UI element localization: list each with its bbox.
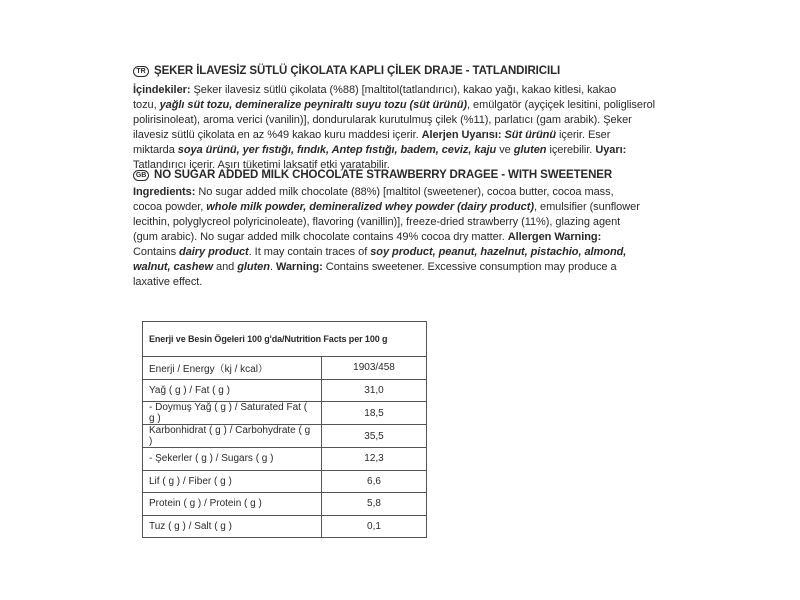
- nutrient-value: 12,3: [322, 448, 427, 471]
- gb-line: [133, 245, 668, 260]
- tr-line: [133, 143, 668, 158]
- turkish-heading: [133, 64, 668, 79]
- nutrient-label: Protein ( g ) / Protein ( g ): [143, 493, 322, 516]
- text-run: No sugar added milk chocolate (88%) [maltitol (sweetener), cocoa butter, cocoa mass,: [195, 186, 614, 198]
- nutrient-value: 35,5: [322, 425, 427, 448]
- nutrient-label: Enerji / Energy（kj / kcal）: [143, 357, 322, 380]
- text-run: içerebilir.: [546, 144, 596, 156]
- bold-label: Alerjen Uyarısı:: [421, 129, 505, 141]
- text-run: miktarda: [133, 144, 178, 156]
- bold-label: Ingredients:: [133, 186, 196, 198]
- tr-line: [133, 83, 668, 98]
- text-run: Tatlandırıcı içerir. Aşırı tüketimi laksatif etki yaratabilir.: [133, 159, 390, 171]
- english-ingredients: [133, 185, 668, 290]
- allergen-emphasis: walnut, cashew: [133, 261, 213, 273]
- allergen-emphasis: soya ürünü, yer fıstığı, fındık, Antep fıstığı, badem, ceviz, kaju: [177, 144, 497, 156]
- turkish-title: ŞEKER İLAVESİZ SÜTLÜ ÇİKOLATA KAPLI ÇİLEK DRAJE - TATLANDIRICILI: [154, 65, 561, 77]
- tr-line: [133, 113, 668, 128]
- nutrient-label: Lif ( g ) / Fiber ( g ): [143, 470, 322, 493]
- text-run: , emulsifier (sunflower: [533, 201, 640, 213]
- turkish-section: [133, 64, 668, 173]
- nutrition-header: Enerji ve Besin Ögeleri 100 g'da/Nutrition Facts per 100 g: [143, 322, 427, 357]
- text-run: ve: [496, 144, 514, 156]
- text-run: , emülgatör (ayçiçek lesitini, poligliserol: [467, 99, 656, 111]
- nutrient-value: 1903/458: [322, 357, 427, 380]
- english-title: NO SUGAR ADDED MILK CHOCOLATE STRAWBERRY DRAGEE - WITH SWEETENER: [154, 169, 613, 181]
- text-run: and: [213, 261, 238, 273]
- nutrition-row: [143, 379, 427, 402]
- english-section: [133, 168, 668, 290]
- text-run: (gum arabic). No sugar added milk chocolate contains 49% cocoa dry matter.: [133, 231, 508, 243]
- turkish-ingredients: [133, 83, 668, 173]
- bold-label: Warning:: [275, 261, 323, 273]
- nutrient-label: Karbonhidrat ( g ) / Carbohydrate ( g ): [143, 425, 322, 448]
- nutrient-value: 5,8: [322, 493, 427, 516]
- gb-line: [133, 275, 668, 290]
- bold-label: İçindekiler:: [133, 84, 191, 96]
- nutrient-value: 0,1: [322, 515, 427, 538]
- allergen-emphasis: gluten: [237, 261, 270, 273]
- gb-badge: GB: [133, 170, 149, 181]
- gb-line: [133, 185, 668, 200]
- text-run: .: [269, 261, 276, 273]
- nutrient-value: 18,5: [322, 402, 427, 425]
- nutrition-header-row: [143, 322, 427, 357]
- tr-line: [133, 98, 668, 113]
- gb-line: [133, 215, 668, 230]
- nutrient-label: - Doymuş Yağ ( g ) / Saturated Fat ( g ): [143, 402, 322, 425]
- tr-badge: TR: [133, 66, 149, 77]
- nutrition-body: [143, 357, 427, 538]
- gb-line: [133, 260, 668, 275]
- bold-label: Allergen Warning:: [507, 231, 602, 243]
- nutrition-row: [143, 357, 427, 380]
- nutrition-table: [142, 321, 427, 538]
- text-run: ilavesiz sütlü çikolata en az %49 kakao kuru maddesi içerir.: [133, 129, 422, 141]
- text-run: içerir. Eser: [556, 129, 611, 141]
- text-run: Contains sweetener. Excessive consumption may produce a: [322, 261, 617, 273]
- text-run: laxative effect.: [133, 276, 203, 288]
- tr-line: [133, 128, 668, 143]
- allergen-emphasis: yağlı süt tozu, demineralize peyniraltı suyu tozu (süt ürünü): [159, 99, 468, 111]
- gb-line: [133, 230, 668, 245]
- nutrition-row: [143, 515, 427, 538]
- allergen-emphasis: gluten: [513, 144, 547, 156]
- nutrition-row: [143, 402, 427, 425]
- gb-line: [133, 200, 668, 215]
- text-run: polirisinoleat), aroma verici (vanilin)], dondurularak kurutulmuş çilek (%11), parlatıcı (gam arabik). Şeker: [133, 114, 632, 126]
- text-run: Contains: [133, 246, 180, 258]
- nutrient-label: Tuz ( g ) / Salt ( g ): [149, 520, 232, 532]
- text-run: lecithin, polyglycreol polyricinoleate), flavoring (vanillin)], freeze-dried strawberry (11%), glazing agent: [133, 216, 621, 228]
- nutrient-value: 6,6: [322, 470, 427, 493]
- bold-label: Uyarı:: [595, 144, 627, 156]
- text-run: tozu,: [133, 99, 160, 111]
- nutrient-value: 31,0: [322, 379, 427, 402]
- english-heading: [133, 168, 668, 183]
- allergen-emphasis: soy product, peanut, hazelnut, pistachio, almond,: [370, 246, 627, 258]
- text-run: cocoa powder,: [133, 201, 207, 213]
- nutrition-row: [143, 470, 427, 493]
- nutrient-label: Yağ ( g ) / Fat ( g ): [143, 379, 322, 402]
- allergen-emphasis: dairy product: [179, 246, 249, 258]
- allergen-emphasis: whole milk powder, demineralized whey powder (dairy product): [206, 201, 534, 213]
- nutrition-row: [143, 493, 427, 516]
- text-run: Şeker ilavesiz sütlü çikolata (%88) [maltitol(tatlandırıcı), kakao yağı, kakao kitlesi, kakao: [190, 84, 617, 96]
- nutrient-label: - Şekerler ( g ) / Sugars ( g ): [143, 448, 322, 471]
- nutrition-row: [143, 425, 427, 448]
- allergen-emphasis: Süt ürünü: [504, 129, 556, 141]
- text-run: . It may contain traces of: [248, 246, 371, 258]
- nutrition-row: [143, 448, 427, 471]
